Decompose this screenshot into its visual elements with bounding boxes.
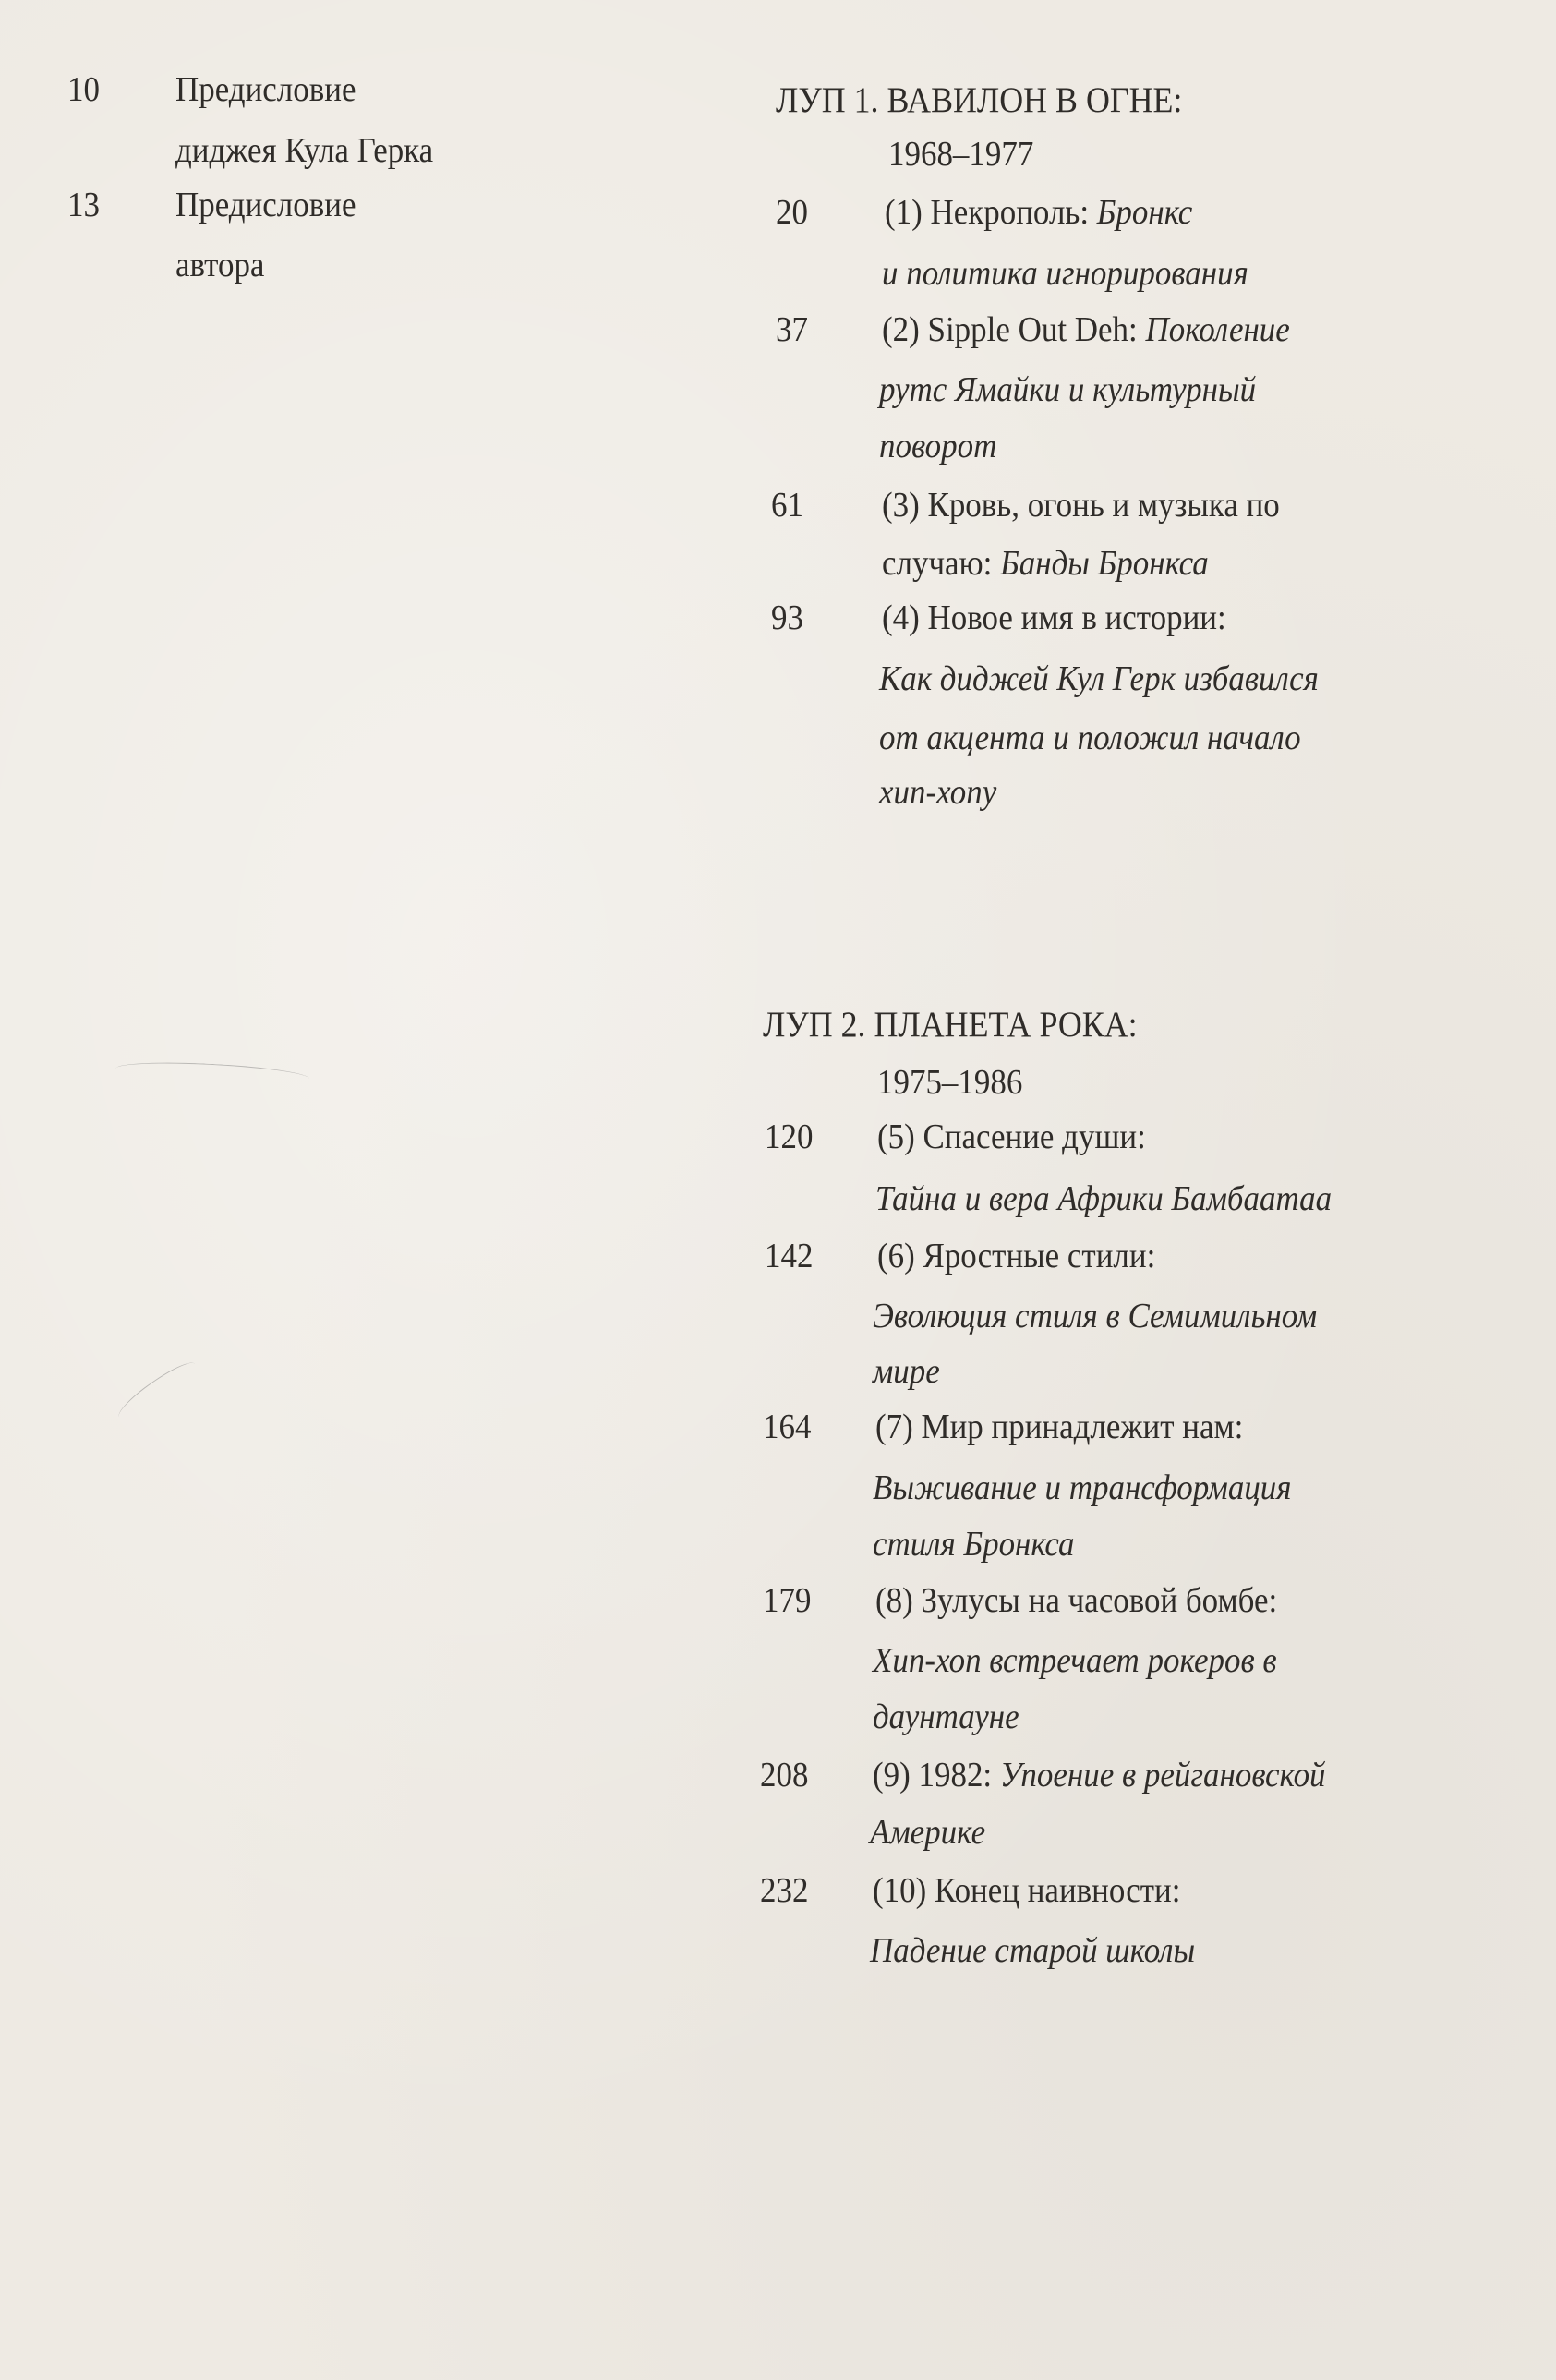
page-number: 120 — [765, 1118, 814, 1156]
chapter-title-line: (1) Некрополь: Бронкс — [885, 193, 1193, 232]
chapter-title-line: случаю: Банды Бронкса — [882, 544, 1209, 583]
page-number: 37 — [776, 310, 808, 349]
chapter-subtitle-line: Хип-хоп встречает рокеров в — [873, 1641, 1277, 1680]
entry-title-line: автора — [175, 246, 265, 284]
chapter-subtitle-line: мире — [873, 1352, 940, 1391]
page-number: 232 — [760, 1871, 809, 1910]
entry-title-line: Предисловие — [175, 186, 356, 224]
page-number: 20 — [776, 193, 808, 232]
chapter-title-line: (7) Мир принадлежит нам: — [875, 1407, 1244, 1446]
page-number: 142 — [765, 1237, 814, 1275]
page-number: 10 — [67, 70, 100, 109]
chapter-subtitle-line: стиля Бронкса — [873, 1525, 1075, 1564]
chapter-title-line: (4) Новое имя в истории: — [882, 598, 1226, 637]
chapter-title-line: (3) Кровь, огонь и музыка по — [882, 486, 1280, 525]
page-number: 179 — [763, 1581, 812, 1620]
chapter-title-line: (8) Зулусы на часовой бомбе: — [875, 1581, 1278, 1620]
chapter-title-line: (9) 1982: Упоение в рейгановской — [873, 1756, 1326, 1794]
chapter-subtitle-line: поворот — [879, 427, 997, 465]
chapter-subtitle-line: Тайна и вера Африки Бамбаатаа — [875, 1179, 1333, 1218]
page-number: 61 — [771, 486, 803, 525]
chapter-title-line: (10) Конец наивности: — [873, 1871, 1181, 1910]
entry-title-line: Предисловие — [175, 70, 356, 109]
chapter-subtitle-line: Как диджей Кул Герк избавился — [879, 659, 1319, 698]
page-number: 93 — [771, 598, 803, 637]
page-number: 13 — [67, 186, 100, 224]
part-years: 1975–1986 — [877, 1063, 1023, 1102]
entry-title-line: диджея Кула Герка — [175, 131, 434, 170]
chapter-subtitle-line: от акцента и положил начало — [879, 719, 1301, 757]
part-title: ЛУП 2. ПЛАНЕТА РОКА: — [763, 1005, 1138, 1045]
chapter-subtitle-line: хип-хопу — [879, 773, 997, 812]
chapter-subtitle-line: Эволюция стиля в Семимильном — [873, 1297, 1318, 1335]
chapter-subtitle-line: Падение старой школы — [870, 1931, 1196, 1970]
chapter-subtitle-line: рутс Ямайки и культурный — [879, 370, 1257, 409]
part-title: ЛУП 1. ВАВИЛОН В ОГНЕ: — [776, 80, 1183, 120]
part-years: 1968–1977 — [888, 135, 1034, 174]
chapter-title-line: (2) Sipple Out Deh: Поколение — [882, 310, 1290, 349]
chapter-subtitle-line: Выживание и трансформация — [873, 1468, 1292, 1507]
page-number: 164 — [763, 1407, 812, 1446]
page-number: 208 — [760, 1756, 809, 1794]
chapter-subtitle-line: даунтауне — [873, 1697, 1019, 1736]
chapter-subtitle-line: и политика игнорирования — [882, 254, 1248, 293]
chapter-title-line: (5) Спасение души: — [877, 1118, 1146, 1156]
chapter-subtitle-line: Америке — [870, 1813, 986, 1852]
chapter-title-line: (6) Яростные стили: — [877, 1237, 1156, 1275]
